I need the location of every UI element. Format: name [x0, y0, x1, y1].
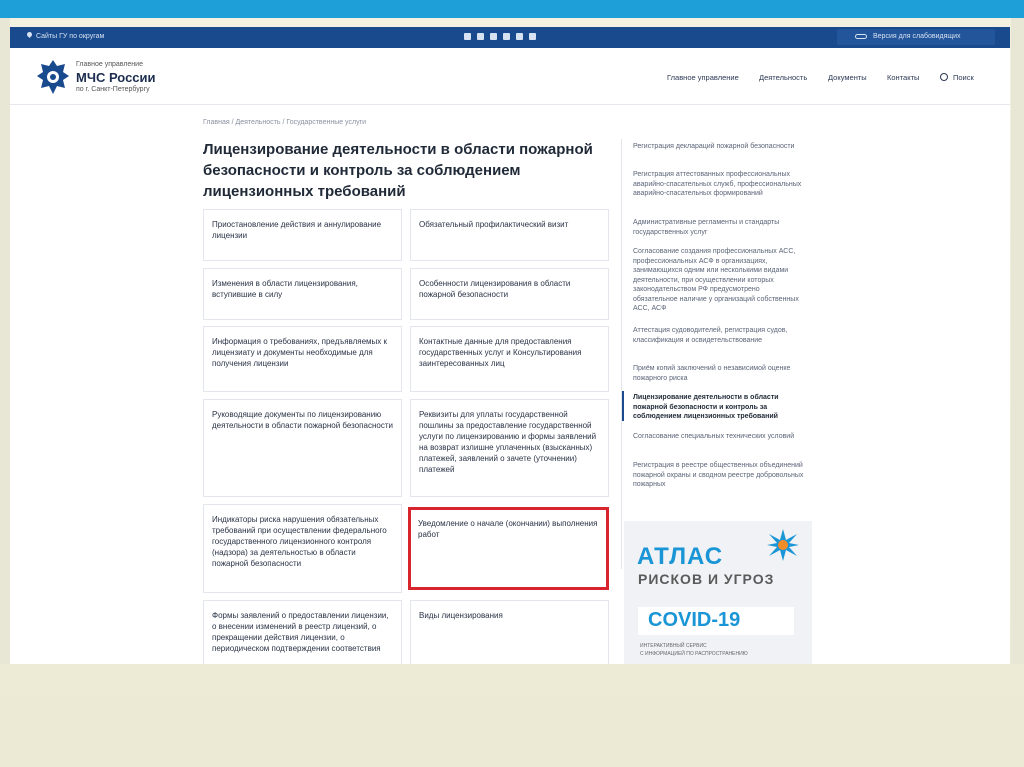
sites-by-district-link[interactable]: Сайты ГУ по округам [36, 33, 105, 40]
card-work-notification[interactable]: Уведомление о начале (окончании) выполнения работ [408, 507, 609, 590]
emergency-emblem-icon[interactable] [35, 58, 71, 96]
emergency-star-icon [766, 528, 800, 562]
sidebar-item-rescue-services[interactable]: Регистрация аттестованных профессиональных аварийно-спасательных служб, профессиональных аварийно-спасательных формирований [633, 171, 802, 197]
org-line1: Главное управление [76, 61, 143, 68]
banner-subtitle: РИСКОВ И УГРОЗ [638, 571, 775, 587]
accessibility-label: Версия для слабовидящих [873, 33, 961, 40]
glasses-icon [855, 34, 867, 39]
card-suspension-annulment[interactable]: Приостановление действия и аннулирование лицензии [203, 209, 402, 261]
website-screenshot [10, 27, 1010, 664]
nav-activity[interactable]: Деятельность [759, 73, 808, 82]
nav-main-directorate[interactable]: Главное управление [667, 73, 739, 82]
card-risk-indicators[interactable]: Индикаторы риска нарушения обязательных требований при осуществлении федерального государственного лицензионного контроля (надзора) за деятельностью в области пожарной безопасности [203, 504, 402, 593]
sidebar-item-boat-certification[interactable]: Аттестация судоводителей, регистрация судов, классификация и освидетельствование [633, 327, 788, 344]
telegram-icon[interactable] [490, 33, 497, 40]
sidebar-item-risk-assessment[interactable]: Приём копий заключений о независимой оценке пожарного риска [633, 365, 791, 382]
atlas-covid-banner[interactable] [624, 521, 812, 664]
sidebar-item-technical-conditions[interactable]: Согласование специальных технических условий [633, 433, 795, 440]
youtube-icon[interactable] [516, 33, 523, 40]
vk-icon[interactable] [464, 33, 471, 40]
banner-line2: С ИНФОРМАЦИЕЙ ПО РАСПРОСТРАНЕНИЮ [640, 651, 748, 657]
banner-line1: ИНТЕРАКТИВНЫЙ СЕРВИС [640, 643, 707, 649]
odnoklassniki-icon[interactable] [529, 33, 536, 40]
sidebar-item-licensing[interactable]: Лицензирование деятельности в области пожарной безопасности и контроль за соблюдением лицензионных требований [633, 394, 779, 420]
slide-top-strip [0, 0, 1024, 18]
card-licensing-specifics[interactable]: Особенности лицензирования в области пожарной безопасности [410, 268, 609, 320]
sidebar-item-volunteer-registry[interactable]: Регистрация в реестре общественных объединений пожарной охраны и сводном реестре добровольных пожарных [633, 462, 804, 488]
sidebar-item-regulations[interactable]: Административные регламенты и стандарты государственных услуг [633, 219, 780, 236]
card-license-types[interactable]: Виды лицензирования [410, 600, 609, 664]
accessibility-version-button[interactable] [837, 29, 995, 45]
nav-contacts[interactable]: Контакты [887, 73, 920, 82]
social-links [464, 33, 536, 40]
slide-right-margin [1011, 18, 1024, 664]
org-line3: по г. Санкт-Петербургу [76, 86, 150, 93]
card-licensing-changes[interactable]: Изменения в области лицензирования, вступившие в силу [203, 268, 402, 320]
rutube-icon[interactable] [503, 33, 510, 40]
page-title: Лицензирование деятельности в области пожарной безопасности и контроль за соблюдением лицензионных требований [203, 141, 593, 200]
breadcrumb[interactable]: Главная / Деятельность / Государственные услуги [203, 119, 367, 126]
sidebar-item-rescue-approval[interactable]: Согласование создания профессиональных АСС, профессиональных АСФ в организациях, занимающихся одним или несколькими видами деятельности, при осуществлении которых законодательством РФ предусмотрено обязательное наличие у организаций собственных АСС, АСФ [633, 248, 799, 312]
card-application-forms[interactable]: Формы заявлений о предоставлении лицензии, о внесении изменений в реестр лицензий, о прекращении действия лицензии, о периодическом подтверждении соответствия [203, 600, 402, 664]
card-licensee-requirements[interactable]: Информация о требованиях, предъявляемых к лицензиату и документы необходимые для получения лицензии [203, 326, 402, 392]
covid-label: COVID-19 [648, 609, 741, 631]
covid-box [638, 607, 794, 635]
top-bar [10, 27, 1010, 48]
card-contact-data[interactable]: Контактные данные для предоставления государственных услуг и Консультирования заинтересованных лиц [410, 326, 609, 392]
location-pin-icon [26, 31, 33, 38]
card-guiding-documents[interactable]: Руководящие документы по лицензированию деятельности в области пожарной безопасности [203, 399, 402, 497]
sidebar-divider [621, 139, 622, 569]
card-preventive-visit[interactable]: Обязательный профилактический визит [410, 209, 609, 261]
sidebar-item-fire-declarations[interactable]: Регистрация деклараций пожарной безопасности [633, 143, 795, 150]
nav-documents[interactable]: Документы [828, 73, 867, 82]
search-icon[interactable] [940, 73, 948, 81]
banner-title: АТЛАС [637, 543, 724, 570]
card-fee-requisites[interactable]: Реквизиты для уплаты государственной пошлины за предоставление государственной услуги по лицензированию и формы заявлений на возврат излишне уплаченных (взысканных) платежей, заявлений о зачете (уточнении) платежей [410, 399, 609, 497]
nav-search[interactable]: Поиск [953, 73, 974, 82]
header-divider [10, 104, 1010, 105]
telegram-icon[interactable] [477, 33, 484, 40]
sidebar-active-marker [622, 391, 624, 421]
org-name[interactable]: МЧС России [76, 70, 156, 85]
slide-left-margin [0, 18, 10, 664]
